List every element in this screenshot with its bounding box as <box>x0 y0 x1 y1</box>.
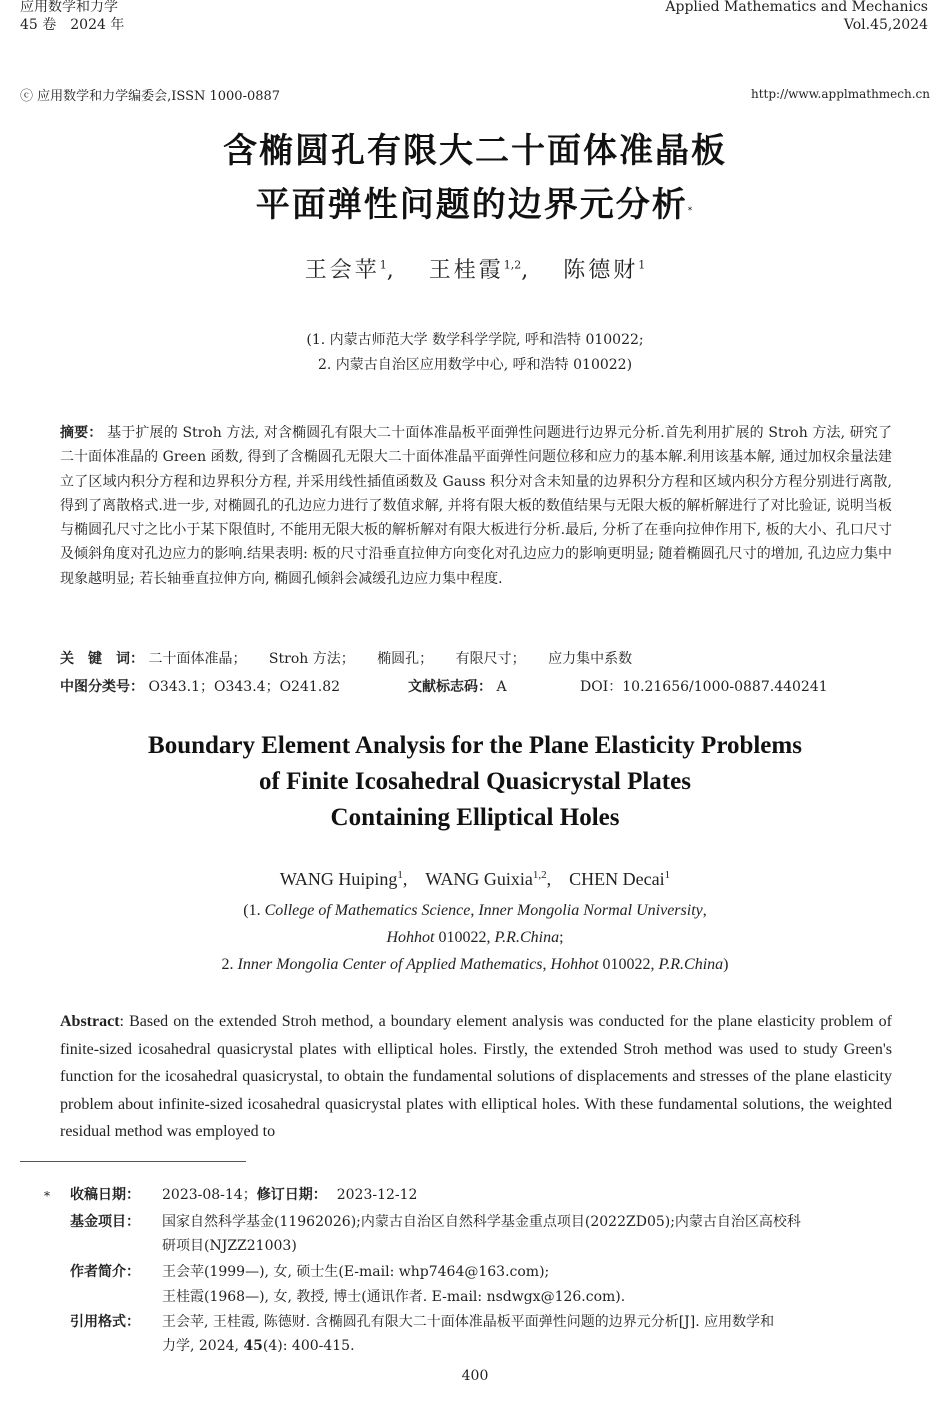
chinese-title-line2: 平面弹性问题的边界元分析 <box>255 185 688 225</box>
affil-college: College of Mathematics Science <box>264 902 471 919</box>
running-header-right <box>665 0 928 34</box>
keywords-row <box>60 648 632 668</box>
keyword: 有限尺寸； <box>455 651 526 667</box>
footnote-star: * <box>44 1189 50 1203</box>
received-revised-dates <box>162 1185 932 1206</box>
keywords-label: 关 键 词： <box>60 651 144 667</box>
abstract-label-en: Abstract <box>60 1013 120 1030</box>
english-title-line1: Boundary Element Analysis for the Plane Elasticity Problems <box>148 732 802 759</box>
classification-row <box>60 676 340 696</box>
author-name: 王会苹 <box>304 258 380 283</box>
cite-label: 引用格式： <box>70 1314 140 1330</box>
author-name: WANG Guixia <box>425 869 533 889</box>
author-affil-mark: 1 <box>379 258 387 272</box>
author-name: 陈德财 <box>563 258 639 283</box>
author-name: 王桂霞 <box>428 258 504 283</box>
english-title <box>0 728 950 836</box>
affil-city: Hohhot <box>550 956 599 973</box>
affil-city: Hohhot <box>386 929 435 946</box>
affil-country: P.R.China <box>494 929 560 946</box>
english-abstract: Abstract: Based on the extended Stroh method, a boundary element analysis was conducted for the plane elasticity problem of finite-sized icosahedral quasicrystal plates with elliptical holes. Firstly, the extended Stroh method was used to study Green's function for the icosahedral quasicrystal, to obtain the fundamental solutions of displacements and stresses of the plane elasticity problem about infinite-sized icosahedral quasicrystal plates with elliptical holes. With these fundamental solutions, the weighted residual method was employed to <box>60 1013 893 1140</box>
doi[interactable]: DOI：10.21656/1000-0887.440241 <box>580 679 828 695</box>
cite-line2: 力学, 2024, 45(4): 400-415. <box>162 1338 355 1354</box>
affil-university: Inner Mongolia Normal University <box>478 902 703 919</box>
journal-name-cn: 应用数学和力学 <box>20 0 118 15</box>
chinese-title <box>0 124 950 232</box>
abstract-label-cn: 摘要： <box>60 425 103 441</box>
title-footnote-mark[interactable]: * <box>687 206 695 216</box>
keyword: Stroh 方法； <box>268 651 355 667</box>
chinese-authors: 王会苹$^1$, 王桂霞$^{1,2}$, 陈德财$^1$ <box>304 258 646 283</box>
affil-country: P.R.China <box>658 956 724 973</box>
page-number: 400 <box>461 1368 489 1384</box>
chinese-affiliation-1: (1. 内蒙古师范大学 数学科学学院, 呼和浩特 010022; <box>306 332 644 348</box>
chinese-abstract <box>60 421 892 591</box>
english-authors: WANG Huiping$^1$, WANG Guixia$^{1,2}$, CHEN Decai$^1$ <box>279 869 671 889</box>
cite-volume: 45 <box>243 1338 263 1354</box>
author-affil-mark: 1,2 <box>503 258 522 272</box>
author-name: WANG Huiping <box>279 869 398 889</box>
doc-code-label: 文献标志码： <box>408 679 492 695</box>
author-name: CHEN Decai <box>569 869 665 889</box>
footnote-divider <box>20 1161 246 1162</box>
english-affiliation-2: 2. Inner Mongolia Center of Applied Mathematics, Hohhot 010022, P.R.China) <box>221 956 729 973</box>
doc-code-row <box>408 676 507 696</box>
received-date: 2023-08-14； <box>162 1187 257 1203</box>
abstract-text-en: Based on the extended Stroh method, a boundary element analysis was conducted for the plane elasticity problem of finite-sized icosahedral quasicrystal plates with elliptical holes. Firstly, the extended Stroh method was used to study Green's function for the icosahedral quasicrystal, to obtain the fundamental solutions of displacements and stresses of the plane elasticity problem about infinite-sized icosahedral quasicrystal plates with elliptical holes. With these fundamental solutions, the weighted residual method was employed to <box>60 1013 893 1140</box>
doc-code-value: A <box>496 679 507 695</box>
keyword: 椭圆孔； <box>377 651 434 667</box>
keyword: 应力集中系数 <box>548 651 633 667</box>
volume-year-cn: 45 卷 2024 年 <box>20 17 125 33</box>
clc-label: 中图分类号： <box>60 679 144 695</box>
revised-label: 修订日期： <box>256 1187 327 1203</box>
bio-line1: 王会苹(1999—), 女, 硕士生(E-mail: whp7464@163.com); <box>162 1264 550 1280</box>
bio-line2: 王桂霞(1968—), 女, 教授, 博士(通讯作者. E-mail: nsdwgx@126.com). <box>162 1289 626 1305</box>
clc-value: O343.1；O343.4；O241.82 <box>148 679 341 695</box>
english-title-line2: of Finite Icosahedral Quasicrystal Plates <box>259 768 691 795</box>
volume-year-en: Vol.45,2024 <box>843 17 928 33</box>
english-affiliation-1: (1. College of Mathematics Science, Inner Mongolia Normal University, <box>243 902 707 919</box>
keyword: 二十面体准晶； <box>148 651 247 667</box>
bio-label: 作者简介： <box>70 1264 140 1280</box>
affil-center: Inner Mongolia Center of Applied Mathematics <box>237 956 543 973</box>
copyright-line: ⓒ 应用数学和力学编委会,ISSN 1000-0887 <box>20 89 281 104</box>
author-affil-mark: 1,2 <box>532 869 547 881</box>
chinese-affiliation-2: 2. 内蒙古自治区应用数学中心, 呼和浩特 010022) <box>317 357 633 373</box>
journal-name-en: Applied Mathematics and Mechanics <box>665 0 928 15</box>
fund-line1: 国家自然科学基金(11962026);内蒙古自治区自然科学基金重点项目(2022ZD05);内蒙古自治区高校科 <box>162 1214 801 1230</box>
author-affil-mark: 1 <box>664 869 671 881</box>
author-affil-mark: 1 <box>638 258 646 272</box>
author-affil-mark: 1 <box>397 869 403 881</box>
chinese-title-line1: 含椭圆孔有限大二十面体准晶板 <box>223 131 727 171</box>
fund-label: 基金项目： <box>70 1214 140 1230</box>
cite-line1: 王会苹, 王桂霞, 陈德财. 含椭圆孔有限大二十面体准晶板平面弹性问题的边界元分析[J]. 应用数学和 <box>162 1314 775 1330</box>
received-label: 收稿日期： <box>70 1187 140 1203</box>
fund-line2: 研项目(NJZZ21003) <box>162 1238 297 1254</box>
running-header-left <box>20 0 124 34</box>
english-title-line3: Containing Elliptical Holes <box>330 804 620 831</box>
english-affiliation-1-city: Hohhot 010022, P.R.China; <box>386 929 564 946</box>
abstract-text-cn: 基于扩展的 Stroh 方法, 对含椭圆孔有限大二十面体准晶板平面弹性问题进行边界元分析.首先利用扩展的 Stroh 方法, 研究了二十面体准晶的 Green 函数, 得到了含椭圆孔无限大二十面体准晶平面弹性问题位移和应力的基本解.利用该基本解, 通过加权余量法建立了区域内积分方程和边界积分方程, 并采用线性插值函数及 Gauss 积分对含未知量的边界积分方程和区域内积分方程分别进行离散,得到了离散格式.进一步, 对椭圆孔的孔边应力进行了数值求解, 并将有限大板的数值结果与无限大板的解析解进行了对比验证, 说明当板与椭圆孔尺寸之比小于某下限值时, 不能用无限大板的解析解对有限大板进行分析.最后, 分析了在垂向拉伸作用下, 板的大小、孔口尺寸及倾斜角度对孔边应力的影响.结果表明: 板的尺寸沿垂直拉伸方向变化对孔边应力的影响更明显; 随着椭圆孔尺寸的增加, 孔边应力集中现象越明显; 若长轴垂直拉伸方向, 椭圆孔倾斜会减缓孔边应力集中程度. <box>60 425 893 587</box>
revised-date: 2023-12-12 <box>336 1187 418 1203</box>
journal-url[interactable]: http://www.applmathmech.cn <box>750 87 930 101</box>
